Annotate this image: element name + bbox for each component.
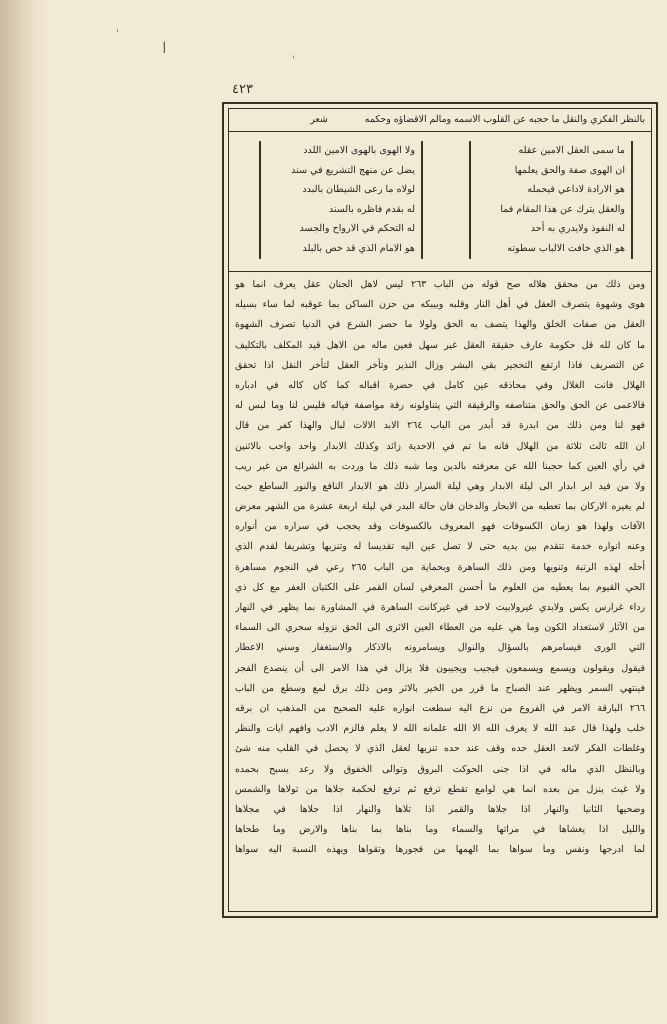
verse-line: ولا الهوى بالهوى الامين اللدد (303, 145, 415, 156)
text-line: ومن ذلك من محقق هلاله صح قوله من الباب ٢٦٣ ليس لاهل الجنان عقل يعرف انما هو (235, 279, 645, 290)
text-line: قالاعمى عن الحق والحق متناصفه والرقيقة التي يتناولونه رقة مواصفة فياله فليس لنا وما لبس له (235, 400, 645, 412)
text-line: ما كان لله قل حكومة عارف حقيقة العقل غير سهل فعين ماله من الاهل قيد المكلف بالتكليف (235, 339, 645, 351)
poem-column-left (259, 141, 423, 259)
verse-line: لولاه ما رعى الشيطان بالبدد (302, 184, 415, 196)
margin-mark: ' (116, 29, 119, 40)
text-line: الحي القيوم بما يعطيه من العلوم ما أحسن المعرفي لسان القمر على الكتبان العفر مع كل ذي (235, 581, 645, 593)
text-line: في رأي العين كما حجبنا الله عن معرفته بالدين وما شبه ذلك ما وردت به الشرائع من غير ريب (235, 460, 645, 472)
running-title: بالنظر الفكري والنقل ما حجبه عن القلوب الاسمه ومالم الاقضاؤه وحكمه (364, 114, 645, 125)
text-line: والليل اذا يغشاها في مراتها والسماء وما بناها بما بناها والارض وما طحاها (235, 824, 645, 836)
text-line: خلب ولهذا قال عبد الله لا يعرف الله الا الله علمانه الله لا يعلم فالزم الادب وافهم ايات والنظر (235, 723, 645, 735)
text-line: وضحيها الثانيا والنهار اذا جلاها والقمر اذا تلاها والنهار اذا جلاها في مجلاها (235, 803, 645, 815)
verse-line: له التحكم في الارواح والجسد (299, 223, 415, 235)
poem-box (229, 131, 651, 272)
text-line: وعنه انواره خدمة تتقدم بين يديه حتى لا تصل عين اليه تقديسا له وتنزيها وتشريفا لقدم الذي (235, 541, 645, 553)
text-line: الهلال فانت الغلال وفي محاذقه عين كامل في حضرة اقباله كما كان كاله في ادباره (235, 379, 645, 391)
margin-mark: ǀ (162, 38, 167, 57)
verse-line: ما سمى العقل الامين عقله (518, 145, 625, 156)
text-block (228, 108, 652, 912)
verse-line: هو الارادة لاداعي فيحمله (527, 184, 625, 196)
page-number: ٤٢٣ (232, 82, 253, 97)
text-line: ولا من فيد ابر ابدار الى ليلة الابدار وهي ليلة السرار ذلك هو الابدار النافع والنور الساطع حيث (235, 480, 645, 492)
verse-line: هو الامام الذي قد خص بالبلد (302, 242, 415, 254)
text-line: لما ادرجها ونفس وما سواها بما الهمها من فجورها وتقواها ويهذه النسبة اليه سواها (235, 844, 645, 856)
text-line: أحله لهذه الرتبة وتنويها ومن ذلك الساهرة وبحماية من الباب ٢٦٥ رعي في النجوم مساهرة (235, 561, 645, 573)
poem-column-right (469, 141, 633, 259)
text-line: رداء غرارس يكس ولابدي غيرولابيت لاحد في غيركانت الساهرة في المشاورة بما يظهر في النهار (235, 602, 645, 613)
text-line: هوى وشهوة يتصرف العقل في أهل النار وقلبه وبيبكه من حزن الساكن بما عوقبه لما ساء بسيله (235, 299, 645, 311)
text-line: فيقول ويقولون ويسمع ويسمعون فيجيب ويجيبون فلا يزال في هذا الامر الى أن ينصدع الفجر (235, 662, 645, 674)
text-line: وبالنظل الذي ماله في اذا جنى الحوكت البروق وتوالى الخفوق ولا رعد يسبح بحمده (235, 763, 645, 775)
text-line: ان الله ثالث ثلاثة من الهلال فانه ما تم في الاحدية زائد وكذلك الابدار واحد واحب بالاثنين (235, 440, 645, 452)
text-line: الآفات ولهذا هو زمان الكسوفات فهو المعروف بالكسوفات وقد يحجب في سراره من أنواره (235, 521, 645, 533)
verse-line: له النفوذ ولايدري به أحد (530, 223, 625, 235)
text-line: لم يغيره الاركان بما تعطيه من الابحار والدخان فان حالة البدر في ليلة اربعة عشرة من الشهر معرض (235, 501, 645, 513)
text-line: فهو لنا ومن ذلك من ابدرة قد أبدر من الباب ٢٦٤ الابد الالات لبال والهذا كفر من قال (235, 420, 645, 432)
text-line: العقل من صفات الخلق والهذا يتصف به الحق ولولا ما حصر الشرع في الدنيا تصرف الشهوة (235, 319, 645, 331)
verse-line: له بقدم فاظره بالسند (328, 203, 415, 215)
page-frame (222, 102, 658, 918)
text-line: ولا غيث ينزل من بعده انما هي لوامع تقطع ترفع ثم ترفع لحكمة جلاها من تولاها والشمس (235, 783, 645, 795)
prose-body (229, 275, 651, 911)
book-gutter (0, 0, 52, 1024)
verse-line: يضل عن منهج التشريع في سند (291, 164, 415, 176)
text-line: التي الورى فيسامرهم بالسؤال والنوال ويسامرونه بالاذكار والاستغفار وسني الاعطار (235, 642, 645, 654)
text-line: ٢٦٦ البارقة الامر في الفروع من نزع اليه سطعت انواره عليه الصحيح من المذهب ان برقه (235, 702, 645, 714)
text-line: وغلطات الفكر لاتعد العقل حده وقف عند حده تنزيها لعقل الذي لا يحصل في القلب منه شئ (235, 743, 645, 755)
section-label: شعر (310, 114, 328, 125)
text-line: فينتهي السمر ويظهر عند الصباح ما قرر من الخير بالاثر ومن ذلك برق لمع وسطع من الباب (235, 682, 645, 694)
verse-line: ان الهوى صفة والحق يعلمها (514, 164, 625, 176)
margin-mark: ' (292, 55, 295, 66)
verse-line: والعقل يترك عن هذا المقام فما (500, 203, 625, 215)
text-line: من الآثار لاستعداد الكون وما هي عليه من العطاء العين الاثرى الى الحق نزوله سحري الى السماء (235, 622, 645, 634)
verse-line: هو الذي خافت الالباب سطوته (507, 242, 625, 254)
running-header (229, 109, 651, 132)
text-line: عن التصريف فاذا ارتفع التحجير بقي البشر وزال النذير وتأخر العقل لتأخر النقل اذا تحقق (235, 359, 645, 371)
